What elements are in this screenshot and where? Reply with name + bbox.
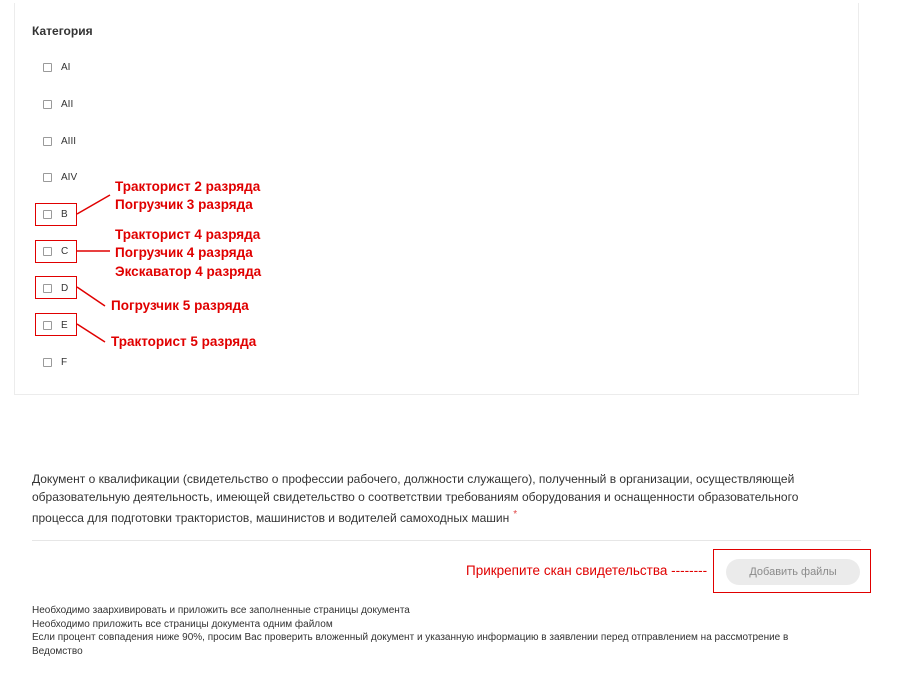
note-line: Необходимо приложить все страницы документа одним файлом (32, 618, 333, 630)
annotation-b-line1: Тракторист 2 разряда (115, 179, 261, 194)
annotation-e: Тракторист 5 разряда (111, 334, 257, 349)
checkbox-label: F (61, 356, 68, 368)
connector-b (77, 195, 110, 214)
checkbox-label: AI (61, 61, 71, 73)
document-description-text: Документ о квалификации (свидетельство о профессии рабочего, должности служащего), полученный в организации, осуществляющей образовательную деятельность, имеющей свидетельство о соответствии требованиям оборудования и оснащенности образовательного процесса для подготовки трактористов, машинистов и водителей самоходных машин (32, 472, 799, 525)
document-description (32, 470, 822, 527)
checkbox-label: AIV (61, 171, 78, 183)
connector-e (77, 324, 105, 342)
divider (32, 540, 861, 541)
note-line: Необходимо заархивировать и приложить все заполненные страницы документа (32, 605, 410, 616)
annotation-c-line1: Тракторист 4 разряда (115, 227, 261, 242)
category-title: Категория (32, 24, 93, 38)
upload-notes (32, 604, 822, 658)
checkbox-label: D (61, 282, 69, 294)
checkbox-label: E (61, 319, 68, 331)
annotation-c-line3: Экскаватор 4 разряда (115, 264, 262, 279)
annotation-c-line2: Погрузчик 4 разряда (115, 245, 253, 260)
note-line: Если процент совпадения ниже 90%, просим Вас проверить вложенный документ и указанную информацию в заявлении перед отправлением на рассмотрение в Ведомство (32, 632, 789, 657)
annotation-b-line2: Погрузчик 3 разряда (115, 197, 253, 212)
checkbox-label: AII (61, 98, 74, 110)
add-files-button[interactable]: Добавить файлы (726, 559, 860, 585)
required-mark: * (513, 509, 518, 520)
checkbox-label: B (61, 208, 68, 220)
checkbox-label: C (61, 245, 69, 257)
attach-hint-annotation: Прикрепите скан свидетельства -------- (466, 563, 708, 578)
checkbox-label: AIII (61, 135, 77, 147)
connector-d (77, 287, 105, 306)
annotation-d: Погрузчик 5 разряда (111, 298, 249, 313)
